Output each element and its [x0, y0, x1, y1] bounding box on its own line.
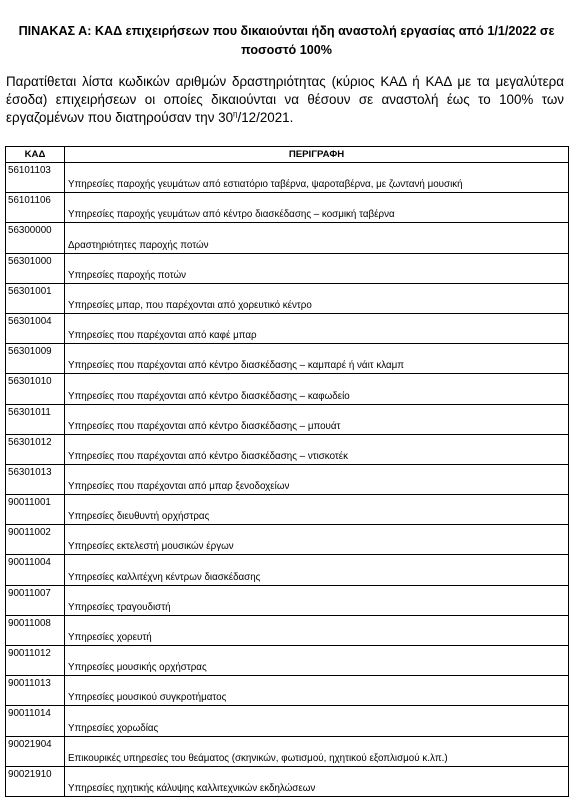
description-cell: Υπηρεσίες παροχής γευμάτων από εστιατόριο ταβέρνα, ψαροταβέρνα, με ζωντανή μουσική [65, 163, 569, 193]
kad-code-cell: 56301004 [6, 313, 65, 343]
description-cell: Υπηρεσίες διευθυντή ορχήστρας [65, 495, 569, 525]
table-row [6, 193, 569, 223]
kad-code-cell: 56301011 [6, 404, 65, 434]
intro-text: Παρατίθεται λίστα κωδικών αριθμών δραστηριότητας (κύριος ΚΑΔ ή ΚΑΔ με τα μεγαλύτερα έσοδα) επιχειρήσεων οι οποίες δικαιούνται να θέσουν σε αναστολή έως το 100% των εργαζομένων που διατηρούσαν την 30 [6, 74, 564, 126]
table-row [6, 555, 569, 585]
table-row [6, 585, 569, 615]
kad-code-cell: 56301010 [6, 374, 65, 404]
description-cell: Υπηρεσίες παροχής ποτών [65, 253, 569, 283]
header-kad: ΚΑΔ [6, 147, 65, 163]
table-row [6, 525, 569, 555]
kad-code-cell: 90021910 [6, 766, 65, 796]
table-row [6, 706, 569, 736]
intro-superscript: η [233, 109, 238, 119]
header-description: ΠΕΡΙΓΡΑΦΗ [65, 147, 569, 163]
kad-code-cell: 90011012 [6, 646, 65, 676]
kad-code-cell: 90011001 [6, 495, 65, 525]
description-cell: Υπηρεσίες καλλιτέχνη κέντρων διασκέδασης [65, 555, 569, 585]
description-cell: Υπηρεσίες τραγουδιστή [65, 585, 569, 615]
table-row [6, 736, 569, 766]
description-cell: Υπηρεσίες που παρέχονται από καφέ μπαρ [65, 313, 569, 343]
kad-code-cell: 90011002 [6, 525, 65, 555]
kad-code-cell: 90011014 [6, 706, 65, 736]
description-cell: Δραστηριότητες παροχής ποτών [65, 223, 569, 253]
table-row [6, 495, 569, 525]
table-header-row [6, 147, 569, 163]
kad-code-cell: 90011007 [6, 585, 65, 615]
table-row [6, 374, 569, 404]
kad-code-cell: 56101103 [6, 163, 65, 193]
description-cell: Υπηρεσίες που παρέχονται από κέντρο διασκέδασης – ντισκοτέκ [65, 434, 569, 464]
table-row [6, 404, 569, 434]
description-cell: Υπηρεσίες παροχής γευμάτων από κέντρο διασκέδασης – κοσμική ταβέρνα [65, 193, 569, 223]
table-row [6, 223, 569, 253]
table-row [6, 766, 569, 796]
kad-code-cell: 56301009 [6, 344, 65, 374]
table-row [6, 163, 569, 193]
description-cell: Υπηρεσίες εκτελεστή μουσικών έργων [65, 525, 569, 555]
intro-text-end: /12/2021. [237, 110, 294, 126]
description-cell: Υπηρεσίες ηχητικής κάλυψης καλλιτεχνικών εκδηλώσεων [65, 766, 569, 796]
description-cell: Υπηρεσίες μπαρ, που παρέχονται από χορευτικό κέντρο [65, 283, 569, 313]
table-body [6, 163, 569, 797]
table-row [6, 434, 569, 464]
kad-code-cell: 90011013 [6, 676, 65, 706]
kad-table [5, 146, 569, 797]
description-cell: Υπηρεσίες που παρέχονται από κέντρο διασκέδασης – καφωδείο [65, 374, 569, 404]
kad-code-cell: 90011008 [6, 615, 65, 645]
table-row [6, 344, 569, 374]
table-row [6, 464, 569, 494]
description-cell: Υπηρεσίες χορωδίας [65, 706, 569, 736]
kad-code-cell: 56101106 [6, 193, 65, 223]
page-title: ΠΙΝΑΚΑΣ Α: ΚΑΔ επιχειρήσεων που δικαιούνται ήδη αναστολή εργασίας από 1/1/2022 σε ποσοστό 100% [18, 24, 555, 57]
table-row [6, 646, 569, 676]
table-row [6, 676, 569, 706]
intro-paragraph [6, 73, 564, 128]
description-cell: Επικουρικές υπηρεσίες του θεάματος (σκηνικών, φωτισμού, ηχητικού εξοπλισμού κ.λπ.) [65, 736, 569, 766]
table-row [6, 283, 569, 313]
kad-code-cell: 56301013 [6, 464, 65, 494]
description-cell: Υπηρεσίες μουσικού συγκροτήματος [65, 676, 569, 706]
kad-code-cell: 56300000 [6, 223, 65, 253]
description-cell: Υπηρεσίες χορευτή [65, 615, 569, 645]
description-cell: Υπηρεσίες που παρέχονται από μπαρ ξενοδοχείων [65, 464, 569, 494]
description-cell: Υπηρεσίες που παρέχονται από κέντρο διασκέδασης – καμπαρέ ή νάιτ κλαμπ [65, 344, 569, 374]
table-row [6, 615, 569, 645]
kad-code-cell: 56301012 [6, 434, 65, 464]
kad-code-cell: 56301001 [6, 283, 65, 313]
description-cell: Υπηρεσίες μουσικής ορχήστρας [65, 646, 569, 676]
table-row [6, 253, 569, 283]
kad-code-cell: 90011004 [6, 555, 65, 585]
kad-code-cell: 56301000 [6, 253, 65, 283]
kad-code-cell: 90021904 [6, 736, 65, 766]
table-row [6, 313, 569, 343]
description-cell: Υπηρεσίες που παρέχονται από κέντρο διασκέδασης – μπουάτ [65, 404, 569, 434]
